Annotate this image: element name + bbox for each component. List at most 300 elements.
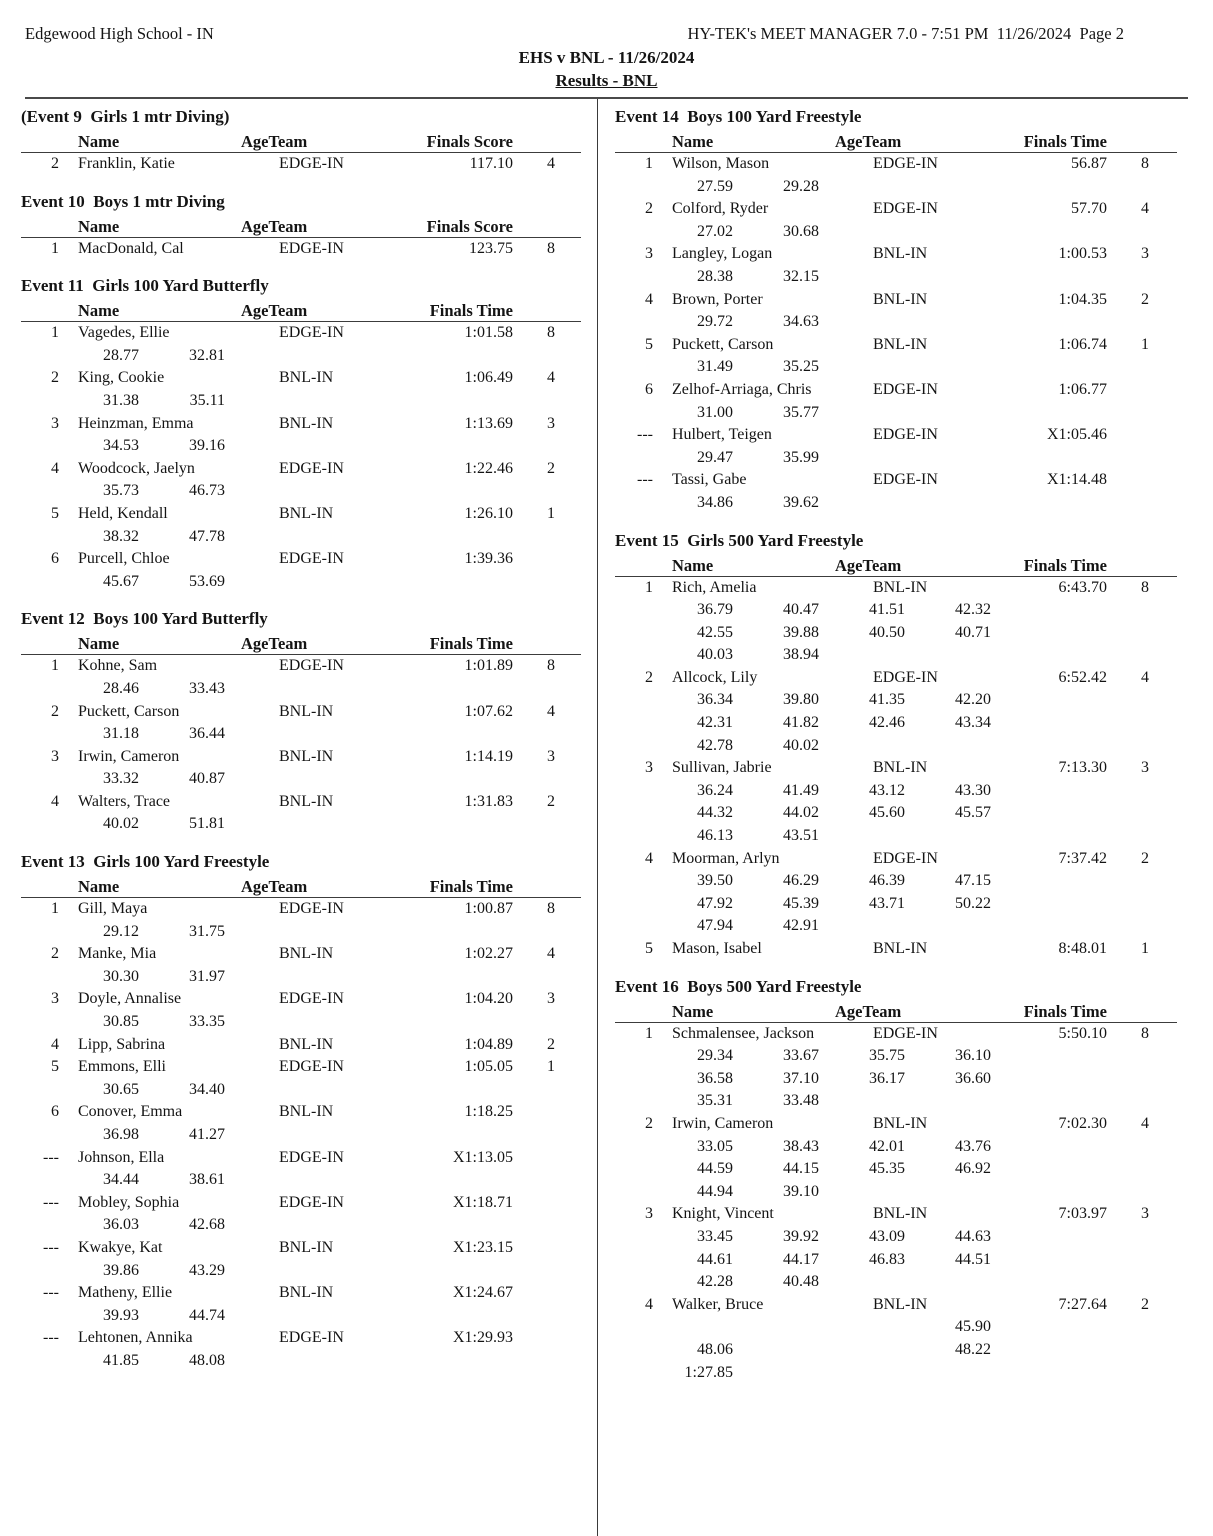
split-time (905, 266, 991, 289)
swimmer-name: MacDonald, Cal (78, 239, 184, 257)
splits-row (21, 1011, 581, 1034)
finals-time: 1:00.53 (1058, 245, 1107, 263)
results-header-row (21, 876, 581, 898)
split-time: 42.68 (189, 1216, 225, 1234)
splits-row (615, 893, 1177, 916)
split-time: 32.15 (783, 267, 819, 285)
team-code: BNL-IN (279, 1238, 334, 1256)
results-columns (0, 99, 1213, 1536)
result-row (21, 322, 581, 345)
result-place: 1 (51, 900, 59, 918)
col-header-name: Name (672, 132, 714, 151)
result-place: 5 (645, 335, 653, 353)
team-code: BNL-IN (873, 759, 928, 777)
finals-time: X1:29.93 (453, 1329, 513, 1347)
split-time (905, 447, 991, 470)
swimmer-name: Mobley, Sophia (78, 1193, 180, 1211)
finals-time: 1:05.05 (464, 1058, 513, 1076)
swimmer-name: Tassi, Gabe (672, 471, 747, 489)
event-section (21, 191, 581, 261)
split-time: 34.63 (783, 313, 819, 331)
split-time: 31.49 (697, 358, 733, 376)
event-title: Event 16 Boys 500 Yard Freestyle (615, 976, 862, 996)
swimmer-name: King, Cookie (78, 369, 165, 387)
split-time (819, 735, 905, 758)
split-time (225, 571, 311, 594)
finals-time: 7:27.64 (1058, 1295, 1107, 1313)
splits-row (21, 571, 581, 594)
split-time: 31.97 (189, 967, 225, 985)
team-code: EDGE-IN (279, 550, 344, 568)
split-time: 35.31 (697, 1092, 733, 1110)
splits-row (615, 402, 1177, 425)
split-time: 28.46 (103, 679, 139, 697)
split-time: 41.49 (783, 781, 819, 799)
points (513, 1101, 555, 1124)
swimmer-name: Allcock, Lily (672, 668, 758, 686)
split-time: 34.40 (189, 1080, 225, 1098)
split-time (311, 1305, 397, 1328)
splits-row (615, 1316, 1177, 1339)
points (1107, 469, 1149, 492)
points: 2 (547, 792, 555, 810)
splits-row (21, 345, 581, 368)
split-time (225, 1350, 311, 1373)
team-code: EDGE-IN (873, 849, 938, 867)
split-time: 44.17 (783, 1250, 819, 1268)
split-time: 39.93 (103, 1306, 139, 1324)
team-code: EDGE-IN (279, 324, 344, 342)
result-row (615, 334, 1177, 357)
splits-row (615, 735, 1177, 758)
swimmer-name: Held, Kendall (78, 504, 168, 522)
split-time: 44.94 (697, 1182, 733, 1200)
points: 4 (547, 702, 555, 720)
splits-row (615, 311, 1177, 334)
swimmer-name: Franklin, Katie (78, 155, 175, 172)
event-title: Event 13 Girls 100 Yard Freestyle (21, 852, 270, 872)
event-section (21, 851, 581, 1372)
splits-row (615, 176, 1177, 199)
split-time (905, 1271, 991, 1294)
split-time (819, 266, 905, 289)
result-place: 1 (51, 239, 59, 257)
split-time (311, 526, 397, 549)
finals-time: X1:18.71 (453, 1193, 513, 1211)
col-header-finals: Finals Time (1023, 1001, 1107, 1021)
split-time (311, 345, 397, 368)
split-time: 46.92 (955, 1160, 991, 1178)
split-time: 53.69 (189, 572, 225, 590)
split-time (905, 644, 991, 667)
split-time (905, 735, 991, 758)
splits-row (615, 915, 1177, 938)
result-row (21, 413, 581, 436)
splits-row (615, 870, 1177, 893)
swimmer-name: Walters, Trace (78, 792, 171, 810)
result-place: 3 (645, 1205, 653, 1223)
team-code: BNL-IN (279, 792, 334, 810)
split-time (225, 1124, 311, 1147)
result-place: 4 (645, 290, 653, 308)
team-code: EDGE-IN (279, 1193, 344, 1211)
swimmer-name: Heinzman, Emma (78, 414, 194, 432)
result-place: --- (43, 1148, 59, 1166)
split-time: 39.88 (783, 623, 819, 641)
result-row (615, 1203, 1177, 1226)
finals-time: X1:24.67 (453, 1284, 513, 1302)
swimmer-name: Lehtonen, Annika (78, 1329, 193, 1347)
split-time (819, 915, 905, 938)
split-time (819, 825, 905, 848)
result-row (615, 1113, 1177, 1136)
splits-row (21, 921, 581, 944)
result-row (21, 1056, 581, 1079)
split-time: 36.98 (103, 1126, 139, 1143)
splits-row (615, 622, 1177, 645)
split-time (905, 356, 991, 379)
finals-time: 6:43.70 (1058, 578, 1107, 596)
points (513, 1282, 555, 1305)
split-time: 43.29 (189, 1261, 225, 1279)
points: 2 (1141, 849, 1149, 867)
finals-time: X1:14.48 (1047, 471, 1107, 489)
split-time: 35.77 (783, 403, 819, 421)
event-title: Event 12 Boys 100 Yard Butterfly (21, 609, 268, 629)
col-header-points (513, 216, 555, 237)
finals-time: 1:00.87 (464, 900, 513, 918)
finals-time: 1:06.49 (464, 369, 513, 387)
split-time: 41.27 (189, 1126, 225, 1143)
split-time: 34.86 (697, 493, 733, 511)
split-time (225, 768, 311, 791)
swimmer-name: Doyle, Annalise (78, 990, 182, 1008)
team-code: BNL-IN (873, 1114, 928, 1132)
right-column (598, 99, 1213, 1536)
team-code: EDGE-IN (279, 459, 344, 477)
split-time: 31.75 (189, 922, 225, 940)
result-place: --- (637, 426, 653, 444)
splits-row (615, 1249, 1177, 1272)
split-time: 39.62 (783, 493, 819, 511)
results-header-row (21, 131, 581, 153)
col-header-finals: Finals Score (426, 216, 513, 236)
swimmer-name: Hulbert, Teigen (672, 426, 772, 444)
split-time: 36.10 (955, 1047, 991, 1065)
result-place: --- (43, 1193, 59, 1211)
split-time: 1:27.85 (684, 1363, 733, 1381)
team-code: BNL-IN (279, 504, 334, 522)
split-time (225, 1079, 311, 1102)
split-time (311, 1124, 397, 1147)
team-code: EDGE-IN (873, 426, 938, 444)
col-header-place (21, 216, 59, 237)
split-time: 40.02 (783, 736, 819, 754)
result-row (21, 988, 581, 1011)
split-time: 43.09 (869, 1227, 905, 1245)
split-time: 41.85 (103, 1351, 139, 1369)
split-time (311, 480, 397, 503)
finals-time: 57.70 (1071, 200, 1107, 218)
splits-row (615, 1158, 1177, 1181)
result-place: 1 (645, 155, 653, 172)
col-header-name: Name (672, 1001, 714, 1021)
col-header-ageteam: AgeTeam (835, 132, 902, 151)
result-place: 6 (51, 1103, 59, 1121)
split-time (225, 1260, 311, 1283)
finals-time: 7:37.42 (1058, 849, 1107, 867)
splits-row (615, 689, 1177, 712)
points: 2 (1141, 290, 1149, 308)
result-row (21, 367, 581, 390)
swimmer-name: Purcell, Chloe (78, 550, 170, 568)
col-header-name: Name (78, 877, 120, 897)
points: 3 (547, 990, 555, 1008)
swimmer-name: Sullivan, Jabrie (672, 759, 772, 777)
points: 3 (1141, 1205, 1149, 1223)
split-time (311, 1350, 397, 1373)
split-time: 27.59 (697, 177, 733, 195)
split-time (819, 402, 905, 425)
splits-row (615, 1045, 1177, 1068)
split-time: 46.39 (869, 872, 905, 890)
team-code: BNL-IN (279, 747, 334, 765)
points: 1 (547, 1058, 555, 1076)
swimmer-name: Kwakye, Kat (78, 1238, 163, 1256)
points: 4 (1141, 200, 1149, 218)
split-time: 31.00 (697, 403, 733, 421)
team-code: BNL-IN (873, 1295, 928, 1313)
col-header-finals: Finals Time (1023, 132, 1107, 151)
split-time (311, 678, 397, 701)
event-section (21, 608, 581, 836)
results-header-row (21, 633, 581, 655)
split-time: 30.85 (103, 1013, 139, 1031)
swimmer-name: Zelhof-Arriaga, Chris (672, 380, 812, 398)
points: 4 (547, 369, 555, 387)
result-place: 6 (51, 550, 59, 568)
result-row (21, 458, 581, 481)
split-time (905, 492, 991, 515)
event-title: (Event 9 Girls 1 mtr Diving) (21, 107, 230, 126)
col-header-place (21, 131, 59, 152)
split-time (311, 921, 397, 944)
team-code: BNL-IN (279, 369, 334, 387)
splits-row (615, 644, 1177, 667)
split-time: 27.02 (697, 222, 733, 240)
split-time (905, 825, 991, 848)
swimmer-name: Puckett, Carson (78, 702, 180, 720)
team-code: EDGE-IN (873, 471, 938, 489)
split-time (615, 1316, 733, 1339)
result-row (615, 153, 1177, 176)
splits-row (615, 1339, 1177, 1362)
col-header-finals: Finals Score (426, 132, 513, 151)
splits-row (21, 678, 581, 701)
col-header-name: Name (78, 216, 120, 236)
points: 4 (547, 155, 555, 172)
points (513, 1237, 555, 1260)
split-time: 42.20 (955, 691, 991, 709)
splits-row (21, 1079, 581, 1102)
finals-time: 1:04.35 (1058, 290, 1107, 308)
result-row (615, 289, 1177, 312)
split-time: 43.34 (955, 714, 991, 732)
col-header-place (21, 876, 59, 897)
split-time: 46.29 (783, 872, 819, 890)
finals-time: 5:50.10 (1058, 1024, 1107, 1042)
split-time (819, 1339, 905, 1362)
splits-row (615, 356, 1177, 379)
split-time: 42.28 (697, 1273, 733, 1291)
finals-time: 7:03.97 (1058, 1205, 1107, 1223)
team-code: EDGE-IN (279, 1148, 344, 1166)
splits-row (615, 1090, 1177, 1113)
split-time: 42.55 (697, 623, 733, 641)
split-time: 40.71 (955, 623, 991, 641)
swimmer-name: Brown, Porter (672, 290, 763, 308)
finals-time: 1:01.58 (464, 324, 513, 342)
splits-row (615, 221, 1177, 244)
split-time: 42.01 (869, 1137, 905, 1155)
event-section (615, 106, 1177, 515)
result-place: 4 (51, 792, 59, 810)
split-time: 33.67 (783, 1047, 819, 1065)
swimmer-name: Gill, Maya (78, 900, 148, 918)
split-time (225, 480, 311, 503)
split-time: 41.51 (869, 601, 905, 619)
splits-row (615, 780, 1177, 803)
result-row (615, 243, 1177, 266)
splits-row (21, 1169, 581, 1192)
finals-time: 1:02.27 (464, 945, 513, 963)
col-header-ageteam: AgeTeam (241, 634, 308, 654)
swimmer-name: Colford, Ryder (672, 200, 769, 218)
split-time: 34.53 (103, 437, 139, 455)
split-time (905, 915, 991, 938)
splits-row (615, 1136, 1177, 1159)
points (1107, 424, 1149, 447)
event-title: Event 10 Boys 1 mtr Diving (21, 191, 225, 211)
split-time: 47.92 (697, 894, 733, 912)
team-code: BNL-IN (279, 945, 334, 963)
event-section (21, 106, 581, 176)
col-header-points (1107, 555, 1149, 576)
split-time: 44.15 (783, 1160, 819, 1178)
split-time (225, 723, 311, 746)
splits-row (615, 1271, 1177, 1294)
split-time (311, 1011, 397, 1034)
result-place: 2 (645, 200, 653, 218)
swimmer-name: Wilson, Mason (672, 155, 770, 172)
finals-time: 1:14.19 (464, 747, 513, 765)
split-time: 43.51 (783, 827, 819, 845)
splits-row (21, 390, 581, 413)
split-time: 29.72 (697, 313, 733, 331)
result-row (21, 1034, 581, 1057)
split-time (733, 1362, 819, 1385)
split-time: 31.38 (103, 391, 139, 409)
split-time: 29.28 (783, 177, 819, 195)
finals-time: 123.75 (469, 239, 513, 257)
finals-time: 1:39.36 (464, 550, 513, 568)
result-place: 3 (645, 245, 653, 263)
split-time (819, 644, 905, 667)
split-time: 39.50 (697, 872, 733, 890)
splits-row (615, 802, 1177, 825)
swimmer-name: Puckett, Carson (672, 335, 774, 353)
points (1107, 379, 1149, 402)
result-place: 2 (51, 369, 59, 387)
splits-row (615, 1362, 1177, 1385)
result-place: --- (43, 1238, 59, 1256)
result-place: 1 (645, 578, 653, 596)
split-time: 34.44 (103, 1171, 139, 1189)
points (513, 1192, 555, 1215)
col-header-points (513, 131, 555, 152)
split-time: 39.86 (103, 1261, 139, 1279)
splits-row (615, 1226, 1177, 1249)
result-place: 6 (645, 380, 653, 398)
finals-time: 1:26.10 (464, 504, 513, 522)
split-time: 44.61 (697, 1250, 733, 1268)
split-time: 48.22 (955, 1340, 991, 1358)
splits-row (21, 723, 581, 746)
result-place: 4 (51, 1035, 59, 1053)
team-code: EDGE-IN (873, 1024, 938, 1042)
col-header-ageteam: AgeTeam (241, 877, 308, 897)
swimmer-name: Rich, Amelia (672, 578, 757, 596)
result-place: 5 (645, 940, 653, 957)
col-header-ageteam: AgeTeam (835, 555, 902, 575)
finals-time: X1:13.05 (453, 1148, 513, 1166)
result-place: 2 (51, 155, 59, 172)
split-time: 33.05 (697, 1137, 733, 1155)
swimmer-name: Knight, Vincent (672, 1205, 774, 1223)
split-time: 32.81 (189, 346, 225, 364)
split-time (905, 311, 991, 334)
result-row (21, 238, 581, 261)
split-time: 42.32 (955, 601, 991, 619)
result-row (615, 1294, 1177, 1317)
points: 8 (547, 239, 555, 257)
team-code: EDGE-IN (279, 155, 344, 172)
split-time (311, 966, 397, 989)
split-time: 44.74 (189, 1306, 225, 1324)
split-time: 47.15 (955, 872, 991, 890)
split-time: 45.39 (783, 894, 819, 912)
result-row (21, 503, 581, 526)
result-place: --- (637, 471, 653, 489)
result-row (21, 791, 581, 814)
splits-row (615, 599, 1177, 622)
split-time (225, 1169, 311, 1192)
split-time: 42.78 (697, 736, 733, 754)
finals-time: 1:01.89 (464, 657, 513, 675)
event-title: Event 11 Girls 100 Yard Butterfly (21, 276, 269, 296)
split-time (311, 723, 397, 746)
team-code: EDGE-IN (279, 1058, 344, 1076)
split-time: 45.90 (955, 1318, 991, 1336)
swimmer-name: Conover, Emma (78, 1103, 183, 1121)
split-time: 36.34 (697, 691, 733, 709)
split-time (225, 1214, 311, 1237)
split-time (311, 768, 397, 791)
result-row (21, 943, 581, 966)
result-row (21, 1282, 581, 1305)
result-place: 1 (645, 1024, 653, 1042)
split-time (225, 1305, 311, 1328)
